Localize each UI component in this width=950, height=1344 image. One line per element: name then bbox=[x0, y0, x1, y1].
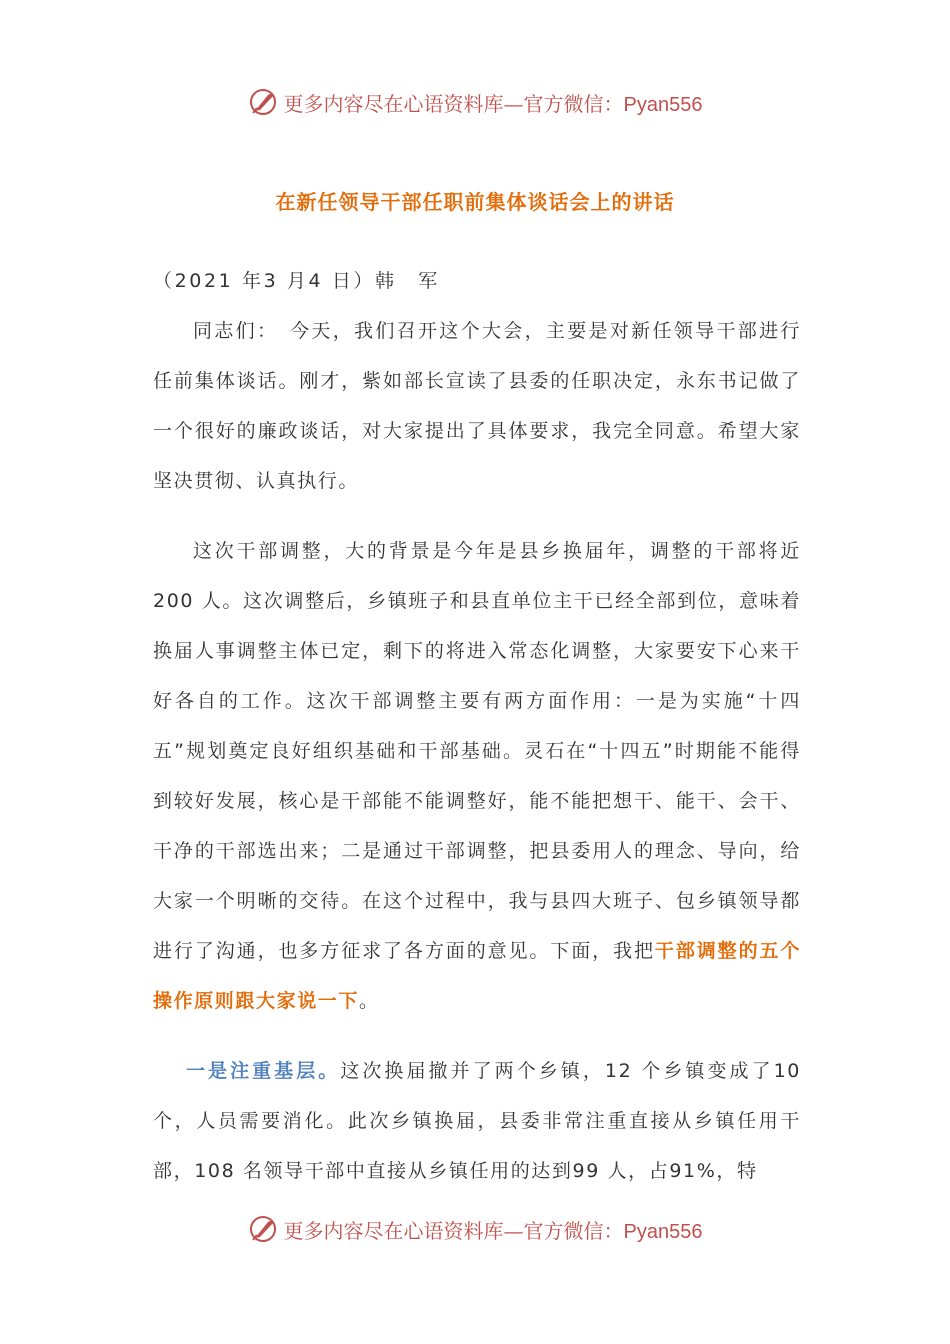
paragraph-3-text: 这次换届撤并了两个乡镇，12 个乡镇变成了10 个，人员需要消化。此次乡镇换届，县委非常注重直接从乡镇任用干部，108 名领导干部中直接从乡镇任用的达到99 人，占91%，特 bbox=[153, 1060, 801, 1182]
header-banner bbox=[0, 82, 950, 122]
paragraph-2 bbox=[153, 526, 801, 1026]
banner-text-cn: 更多内容尽在心语资料库—官方微信： bbox=[283, 1218, 624, 1243]
date-author-line: （2021 年3 月4 日）韩 军 bbox=[153, 270, 440, 292]
banner-wechat-id: Pyan556 bbox=[623, 93, 703, 116]
quill-pen-logo-icon bbox=[248, 1214, 278, 1244]
paragraph-3-highlight: 一是注重基层。 bbox=[186, 1060, 341, 1082]
paragraph-3 bbox=[153, 1046, 801, 1196]
paragraph-2-end: 。 bbox=[359, 990, 380, 1012]
footer-banner bbox=[0, 1209, 950, 1249]
banner-text bbox=[284, 1215, 703, 1244]
paragraph-2-text: 这次干部调整，大的背景是今年是县乡换届年，调整的干部将近200 人。这次调整后，乡镇班子和县直单位主干已经全部到位，意味着换届人事调整主体已定，剩下的将进入常态化调整，大家要安下心来干好各自的工作。这次干部调整主要有两方面作用：一是为实施“十四五”规划奠定良好组织基础和干部基础。灵石在“十四五”时期能不能得到较好发展，核心是干部能不能调整好，能不能把想干、能干、会干、干净的干部选出来；二是通过干部调整，把县委用人的理念、导向，给大家一个明晰的交待。在这个过程中，我与县四大班子、包乡镇领导都进行了沟通，也多方征求了各方面的意见。下面，我把 bbox=[153, 540, 801, 962]
banner-wechat-id: Pyan556 bbox=[623, 1220, 703, 1243]
quill-pen-logo-icon bbox=[248, 87, 278, 117]
banner-text bbox=[284, 88, 703, 117]
banner-text-cn: 更多内容尽在心语资料库—官方微信： bbox=[283, 91, 624, 116]
document-title: 在新任领导干部任职前集体谈话会上的讲话 bbox=[275, 190, 675, 214]
paragraph-1: 同志们： 今天，我们召开这个大会，主要是对新任领导干部进行任前集体谈话。刚才，紫如部长宣读了县委的任职决定，永东书记做了一个很好的廉政谈话，对大家提出了具体要求，我完全同意。希望大家坚决贯彻、认真执行。 bbox=[153, 320, 801, 492]
paragraph-2-highlight: 干部调整的五个操作原则跟大家说一下 bbox=[153, 940, 802, 1012]
document-body bbox=[153, 256, 801, 1196]
